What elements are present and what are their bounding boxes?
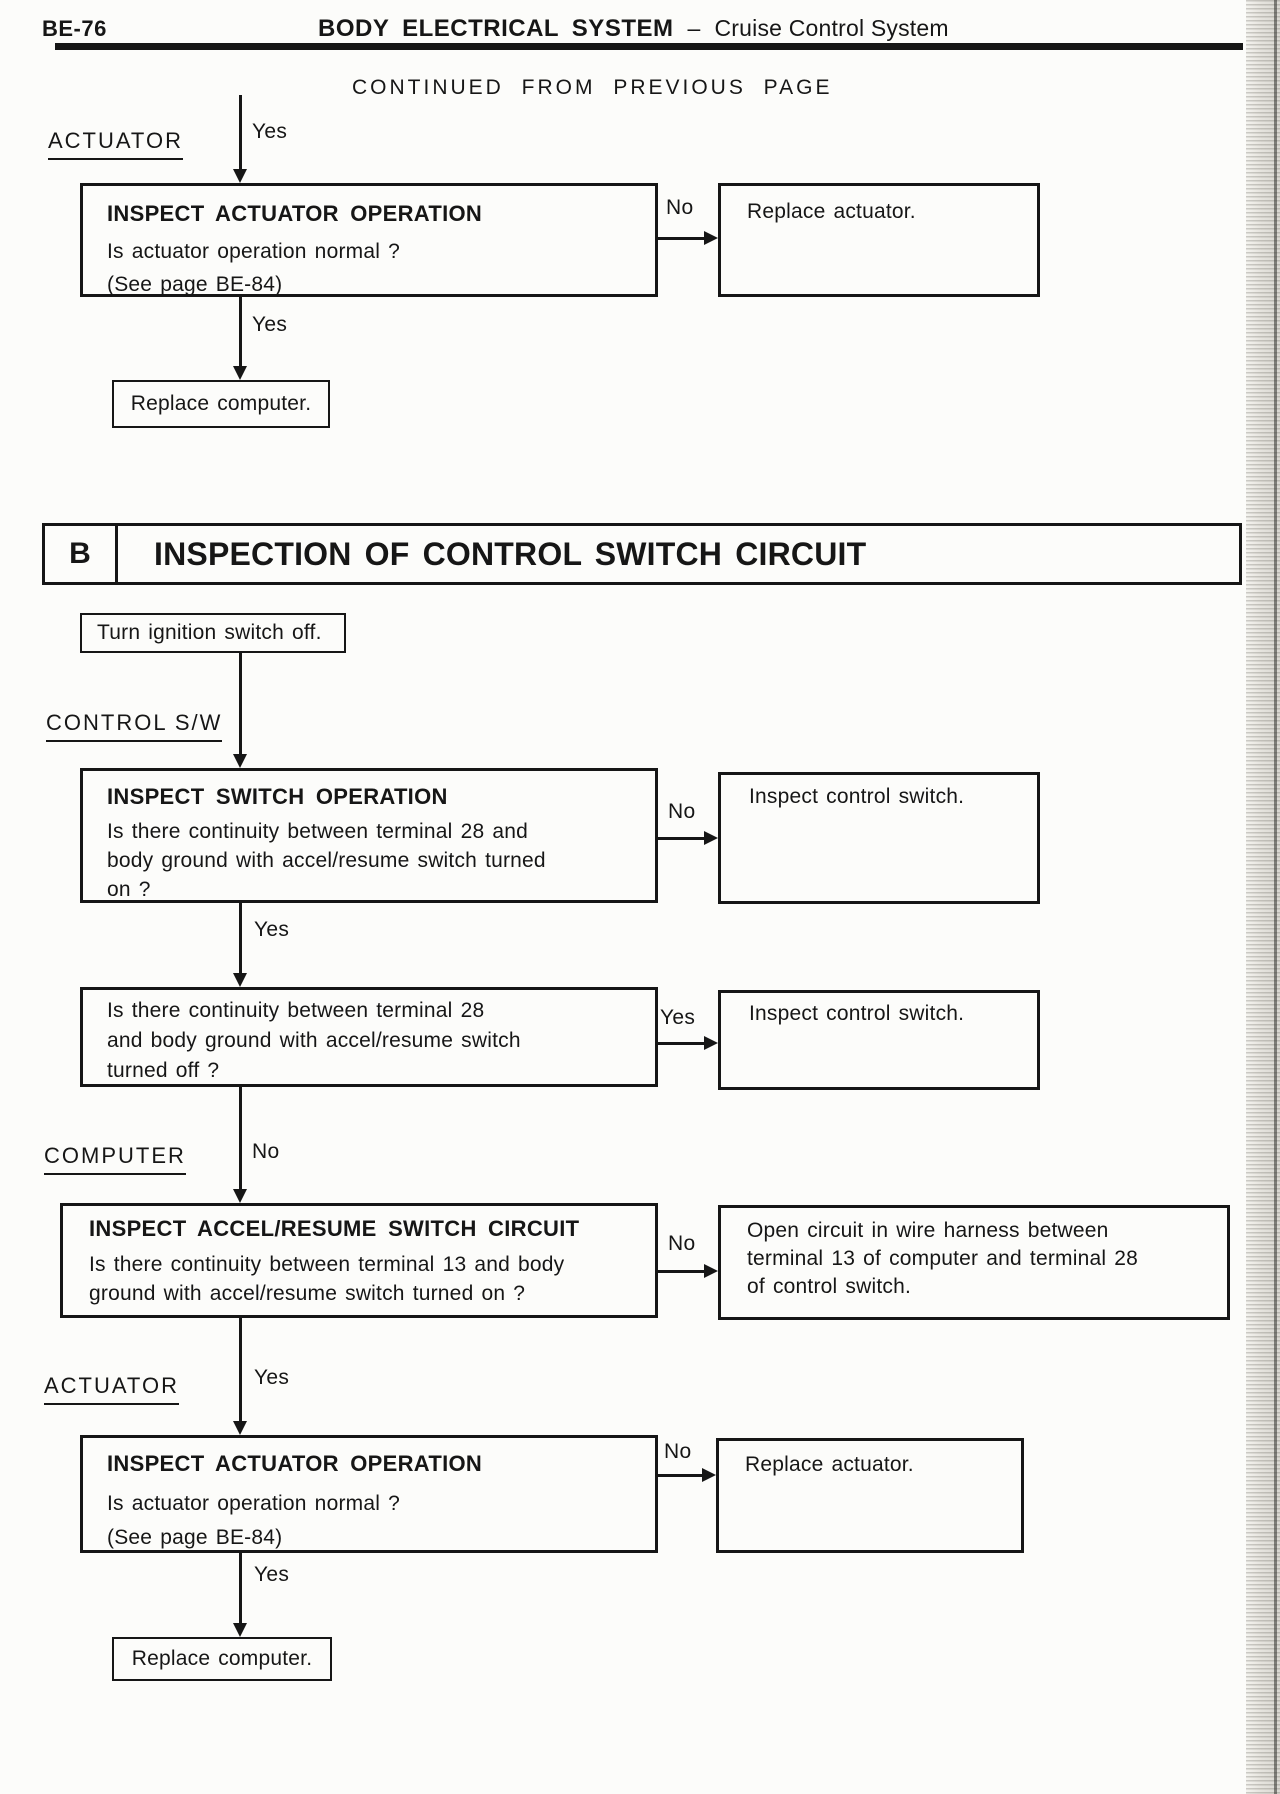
box-title: INSPECT SWITCH OPERATION (107, 784, 448, 809)
page-header (318, 15, 949, 43)
box-text: Replace computer. (130, 392, 312, 415)
page-edge-line (1274, 0, 1277, 1794)
yes-label: Yes (254, 1366, 290, 1389)
arrow-down-icon (233, 1189, 247, 1203)
connector-vertical (239, 1553, 242, 1625)
connector-horizontal (656, 1474, 702, 1477)
decision-box-inspect-switch (80, 768, 658, 903)
arrow-down-icon (233, 973, 247, 987)
connector-vertical (239, 1318, 242, 1423)
arrow-right-icon (702, 1468, 716, 1482)
arrow-down-icon (233, 1421, 247, 1435)
action-box-turn-ignition-off (80, 613, 346, 653)
connector-vertical (239, 1087, 242, 1191)
yes-label: Yes (252, 120, 288, 143)
decision-box-continuity-off (80, 987, 658, 1087)
section-code: B (45, 526, 118, 582)
header-title: BODY ELECTRICAL SYSTEM (318, 15, 674, 42)
box-question-line: Is there continuity between terminal 13 and body (89, 1253, 565, 1276)
connector-horizontal (658, 1270, 706, 1273)
no-label: No (668, 1232, 696, 1255)
header-subtitle: Cruise Control System (714, 15, 949, 41)
box-reference: (See page BE-84) (107, 273, 283, 296)
side-label-actuator: ACTUATOR (48, 128, 183, 160)
action-box-replace-actuator-a (718, 183, 1040, 297)
arrow-right-icon (704, 1036, 718, 1050)
box-text: Inspect control switch. (749, 1002, 965, 1025)
connector-horizontal (658, 237, 706, 240)
decision-box-inspect-accel-resume (60, 1203, 658, 1318)
yes-label: Yes (660, 1006, 696, 1029)
decision-box-inspect-actuator-a (80, 183, 658, 297)
action-box-replace-actuator-b (716, 1438, 1024, 1553)
yes-label: Yes (254, 1563, 290, 1586)
connector-horizontal (658, 837, 706, 840)
yes-label: Yes (254, 918, 290, 941)
arrow-down-icon (233, 366, 247, 380)
no-label: No (252, 1140, 280, 1163)
box-question-line: Is there continuity between terminal 28 (107, 999, 485, 1022)
box-question-line: body ground with accel/resume switch turned (107, 849, 546, 872)
header-dash: – (687, 15, 701, 41)
page-number: BE-76 (42, 16, 107, 41)
section-header (42, 523, 1242, 585)
box-question: Is actuator operation normal ? (107, 240, 400, 263)
no-label: No (666, 196, 694, 219)
side-label-actuator-2: ACTUATOR (44, 1373, 179, 1405)
arrow-down-icon (233, 169, 247, 183)
arrow-right-icon (704, 1264, 718, 1278)
action-box-replace-computer-b (112, 1637, 332, 1681)
box-text: Replace actuator. (745, 1453, 914, 1476)
box-text-line: Open circuit in wire harness between (747, 1219, 1109, 1242)
yes-label: Yes (252, 313, 288, 336)
side-label-computer: COMPUTER (44, 1143, 186, 1175)
box-question-line: Is there continuity between terminal 28 and (107, 820, 529, 843)
arrow-right-icon (704, 831, 718, 845)
box-text: Replace actuator. (747, 200, 916, 223)
box-question-line: turned off ? (107, 1059, 220, 1082)
arrow-right-icon (704, 231, 718, 245)
arrow-down-icon (233, 754, 247, 768)
box-text-line: of control switch. (747, 1275, 911, 1298)
box-question: Is actuator operation normal ? (107, 1492, 400, 1515)
arrow-down-icon (233, 1623, 247, 1637)
box-question-line: on ? (107, 878, 151, 901)
connector-horizontal (658, 1042, 706, 1045)
box-title: INSPECT ACTUATOR OPERATION (107, 201, 483, 226)
side-label-control-sw: CONTROL S/W (46, 710, 222, 742)
no-label: No (664, 1440, 692, 1463)
action-box-inspect-control-switch-2 (718, 990, 1040, 1090)
connector-vertical (239, 297, 242, 368)
header-rule (55, 43, 1243, 50)
action-box-inspect-control-switch-1 (718, 772, 1040, 904)
action-box-open-circuit (718, 1205, 1230, 1320)
connector-vertical (239, 95, 242, 171)
box-text: Replace computer. (131, 1647, 313, 1670)
decision-box-inspect-actuator-b (80, 1435, 658, 1553)
connector-vertical (239, 903, 242, 975)
box-title: INSPECT ACCEL/RESUME SWITCH CIRCUIT (89, 1216, 580, 1241)
box-text-line: terminal 13 of computer and terminal 28 (747, 1247, 1138, 1270)
continued-note: CONTINUED FROM PREVIOUS PAGE (352, 76, 833, 99)
box-question-line: ground with accel/resume switch turned on ? (89, 1282, 526, 1305)
section-title: INSPECTION OF CONTROL SWITCH CIRCUIT (154, 535, 867, 572)
box-question-line: and body ground with accel/resume switch (107, 1029, 521, 1052)
no-label: No (668, 800, 696, 823)
box-text: Inspect control switch. (749, 785, 965, 808)
box-text: Turn ignition switch off. (97, 621, 322, 644)
box-reference: (See page BE-84) (107, 1526, 283, 1549)
box-title: INSPECT ACTUATOR OPERATION (107, 1451, 483, 1476)
connector-vertical (239, 653, 242, 756)
action-box-replace-computer-a (112, 380, 330, 428)
